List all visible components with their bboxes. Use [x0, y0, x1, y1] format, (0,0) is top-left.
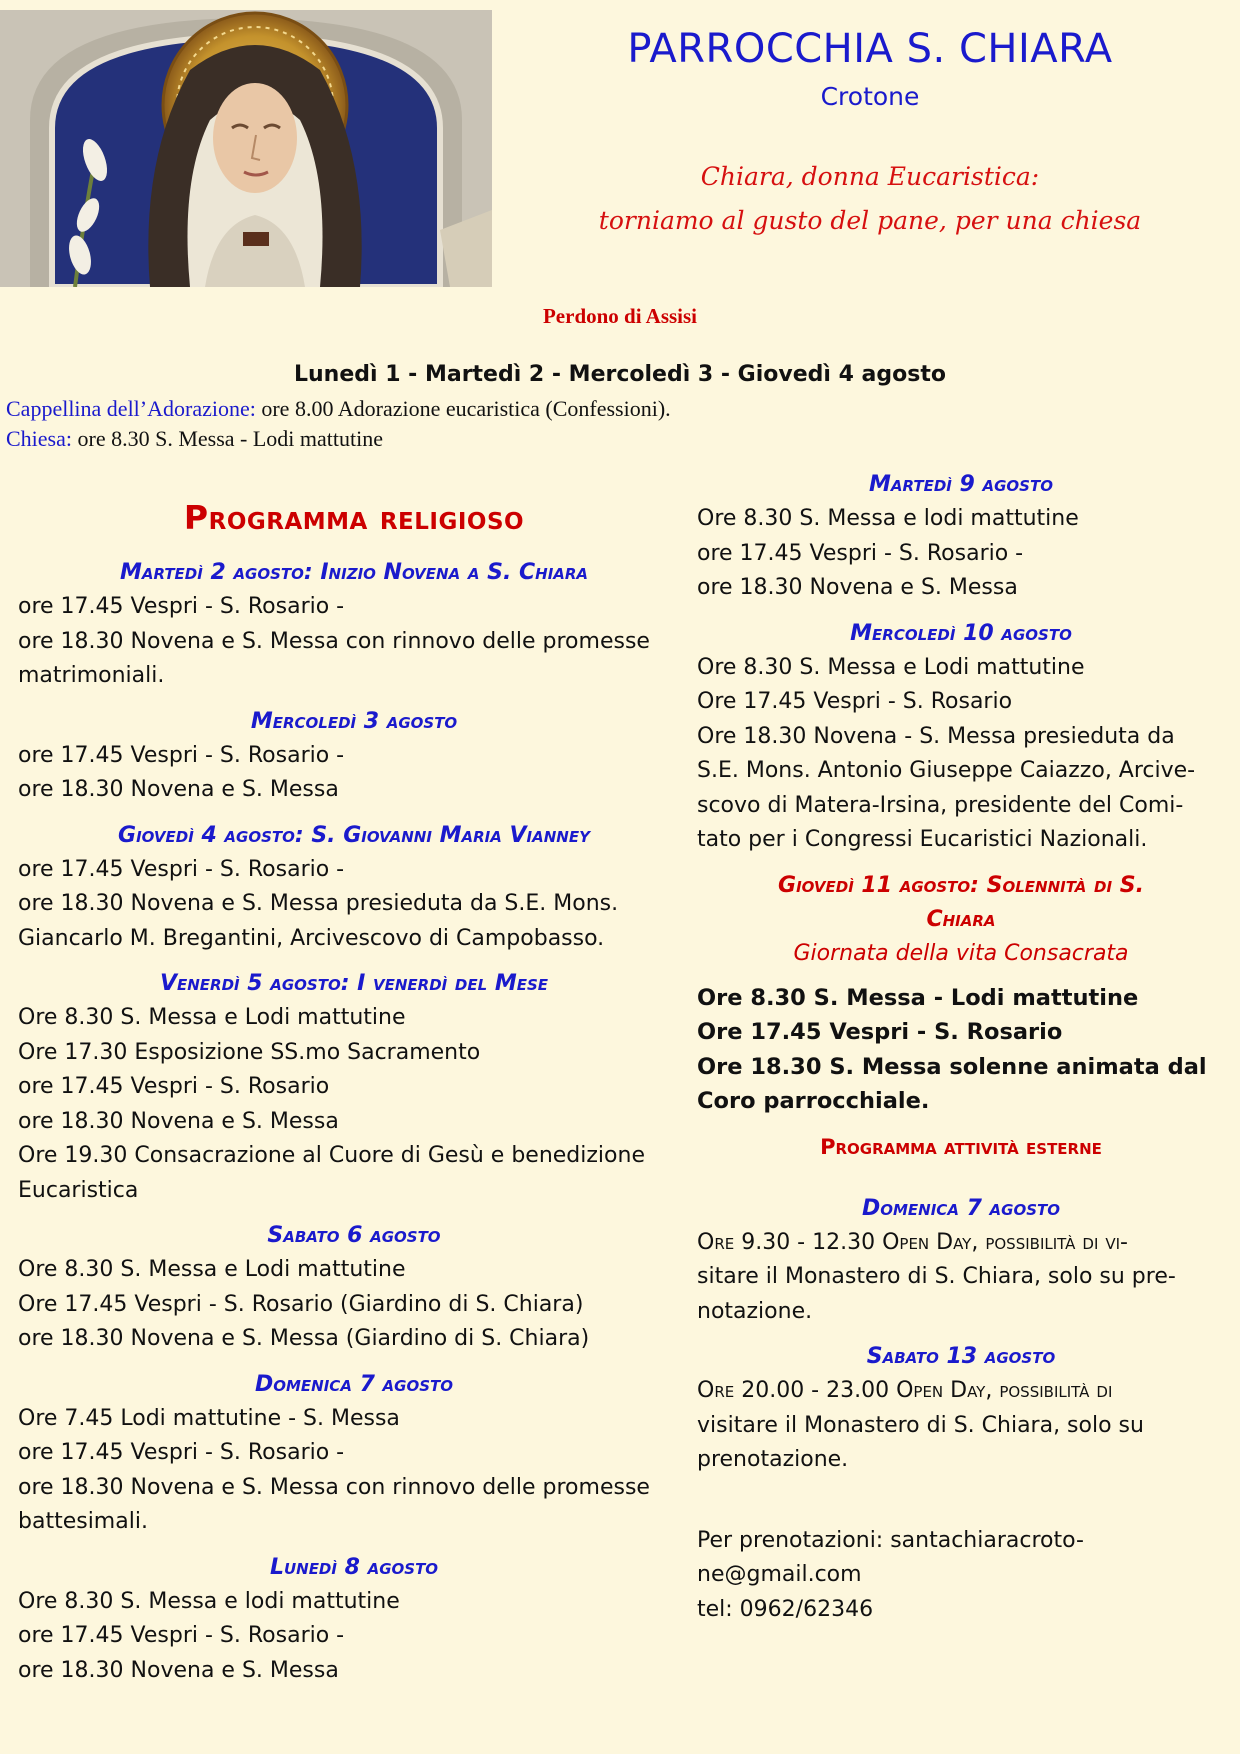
day-section — [18, 1368, 690, 1540]
day-section — [18, 556, 690, 694]
day-section — [697, 617, 1225, 858]
day-section — [18, 967, 690, 1208]
day-heading: Martedì 2 agosto: Inizio Novena a S. Chiara — [119, 560, 589, 585]
external-event — [697, 1340, 1225, 1478]
schedule-line: Ore 8.30 S. Messa - Lodi mattutine — [697, 984, 1139, 1011]
solemnity-subtitle: Giornata della vita Consacrata — [793, 940, 1129, 966]
cappellina-line — [6, 396, 671, 422]
chiesa-label: Chiesa: — [6, 426, 72, 451]
event-line: Ore 20.00 - 23.00 Open Day, possibilità di — [697, 1378, 1113, 1403]
schedule-line: Ore 18.30 S. Messa solenne animata dal — [697, 1053, 1207, 1080]
day-section — [697, 468, 1225, 606]
event-line: sitare il Monastero di S. Chiara, solo su pre- — [697, 1264, 1176, 1289]
program-right-column — [697, 468, 1225, 1627]
saint-clare-painting — [0, 10, 492, 287]
schedule-line: S.E. Mons. Antonio Giuseppe Caiazzo, Arcive- — [697, 758, 1196, 783]
contact-email[interactable]: ne@gmail.com — [697, 1562, 862, 1587]
schedule-line: ore 17.45 Vespri - S. Rosario - — [18, 742, 345, 768]
day-heading: Giovedì 4 agosto: S. Giovanni Maria Vianney — [118, 822, 590, 848]
schedule-line: ore 17.45 Vespri - S. Rosario - — [18, 1623, 345, 1648]
contact-phone: tel: 0962/62346 — [697, 1596, 874, 1622]
schedule-line: matrimoniali. — [18, 663, 165, 688]
schedule-line: Ore 8.30 S. Messa e lodi mattutine — [18, 1588, 400, 1614]
day-heading: Lunedì 8 agosto — [269, 1554, 439, 1580]
perdono-heading: Perdono di Assisi — [542, 304, 698, 328]
chiesa-line — [6, 426, 383, 452]
schedule-line: ore 18.30 Novena e S. Messa con rinnovo delle promesse — [18, 1474, 650, 1500]
schedule-line: Ore 8.30 S. Messa e Lodi mattutine — [18, 1257, 406, 1282]
external-program-title: Programma attività esterne — [820, 1134, 1102, 1159]
day-heading: Venerdì 5 agosto: I venerdì del Mese — [159, 971, 549, 996]
contact-line: Per prenotazioni: santachiaracroto- — [697, 1527, 1084, 1553]
saint-clare-image — [0, 10, 492, 287]
solemnity-heading-cont: Chiara — [926, 906, 996, 932]
day-heading: Martedì 9 agosto — [869, 472, 1053, 497]
day-heading: Sabato 6 agosto — [267, 1223, 441, 1248]
day-section — [18, 705, 690, 808]
schedule-line: ore 18.30 Novena e S. Messa presieduta da S.E. Mons. — [18, 891, 619, 916]
motto-line-2: torniamo al gusto del pane, per una chiesa — [598, 206, 1142, 235]
day-heading: Domenica 7 agosto — [254, 1371, 454, 1397]
days-line: Lunedì 1 - Martedì 2 - Mercoledì 3 - Giovedì 4 agosto — [293, 362, 946, 387]
day-heading: Mercoledì 3 agosto — [250, 708, 458, 734]
cappellina-label: Cappellina dell’Adorazione: — [6, 396, 256, 421]
motto-line-1: Chiara, donna Eucaristica: — [700, 162, 1040, 191]
schedule-line: ore 18.30 Novena e S. Messa — [697, 575, 1018, 600]
program-title: Programma religioso — [183, 498, 525, 537]
schedule-line: ore 17.45 Vespri - S. Rosario - — [18, 594, 345, 619]
schedule-line: ore 17.45 Vespri - S. Rosario — [18, 1074, 330, 1099]
schedule-line: ore 17.45 Vespri - S. Rosario - — [18, 856, 345, 882]
schedule-line: Ore 17.45 Vespri - S. Rosario (Giardino di S. Chiara) — [18, 1291, 584, 1317]
schedule-line: Ore 17.45 Vespri - S. Rosario — [697, 689, 1013, 714]
schedule-line: Coro parrocchiale. — [697, 1088, 930, 1114]
event-line: prenotazione. — [697, 1447, 849, 1472]
contact-block — [697, 1524, 1225, 1628]
schedule-line: Ore 8.30 S. Messa e lodi mattutine — [697, 506, 1079, 531]
schedule-line: tato per i Congressi Eucaristici Nazionali. — [697, 827, 1148, 852]
schedule-line: Ore 17.45 Vespri - S. Rosario — [697, 1019, 1063, 1045]
schedule-line: Ore 18.30 Novena - S. Messa presieduta da — [697, 723, 1175, 749]
schedule-line: Ore 19.30 Consacrazione al Cuore di Gesù e benedizione — [18, 1143, 645, 1168]
schedule-line: ore 17.45 Vespri - S. Rosario - — [697, 540, 1024, 566]
day-section — [18, 1219, 690, 1357]
header — [500, 0, 1240, 250]
event-line: visitare il Monastero di S. Chiara, solo su — [697, 1412, 1144, 1438]
program-left-column — [18, 556, 690, 1688]
schedule-line: Eucaristica — [18, 1177, 139, 1203]
schedule-line: ore 17.45 Vespri - S. Rosario - — [18, 1440, 345, 1465]
day-heading: Mercoledì 10 agosto — [850, 620, 1072, 646]
city-name: Crotone — [820, 82, 920, 111]
schedule-line: ore 18.30 Novena e S. Messa — [18, 777, 339, 802]
schedule-line: Ore 8.30 S. Messa e Lodi mattutine — [697, 654, 1085, 680]
solemnity-heading: Giovedì 11 agosto: Solennità di S. — [778, 872, 1144, 898]
parish-title: PARROCCHIA S. CHIARA — [627, 26, 1113, 72]
event-heading: Domenica 7 agosto — [861, 1195, 1061, 1221]
schedule-line: ore 18.30 Novena e S. Messa con rinnovo delle promesse — [18, 628, 650, 654]
schedule-line: ore 18.30 Novena e S. Messa — [18, 1108, 339, 1134]
external-event — [697, 1192, 1225, 1330]
event-line: Ore 9.30 - 12.30 Open Day, possibilità di vi- — [697, 1229, 1128, 1255]
schedule-line: Giancarlo M. Bregantini, Arcivescovo di Campobasso. — [18, 925, 605, 951]
solemnity-section — [697, 869, 1225, 1119]
event-heading: Sabato 13 agosto — [866, 1344, 1056, 1369]
schedule-line: Ore 7.45 Lodi mattutine - S. Messa — [18, 1405, 400, 1431]
schedule-line: Ore 17.30 Esposizione SS.mo Sacramento — [18, 1039, 481, 1065]
schedule-line: ore 18.30 Novena e S. Messa — [18, 1657, 339, 1683]
schedule-line: ore 18.30 Novena e S. Messa (Giardino di S. Chiara) — [18, 1326, 590, 1351]
day-section — [18, 1551, 690, 1689]
schedule-line: Ore 8.30 S. Messa e Lodi mattutine — [18, 1005, 406, 1030]
cappellina-text: ore 8.00 Adorazione eucaristica (Confessioni). — [255, 396, 671, 421]
schedule-line: scovo di Matera-Irsina, presidente del Comi- — [697, 792, 1184, 818]
chiesa-text: ore 8.30 S. Messa - Lodi mattutine — [72, 426, 384, 451]
schedule-line: battesimali. — [18, 1509, 148, 1534]
day-section — [18, 819, 690, 957]
event-line: notazione. — [697, 1298, 813, 1324]
